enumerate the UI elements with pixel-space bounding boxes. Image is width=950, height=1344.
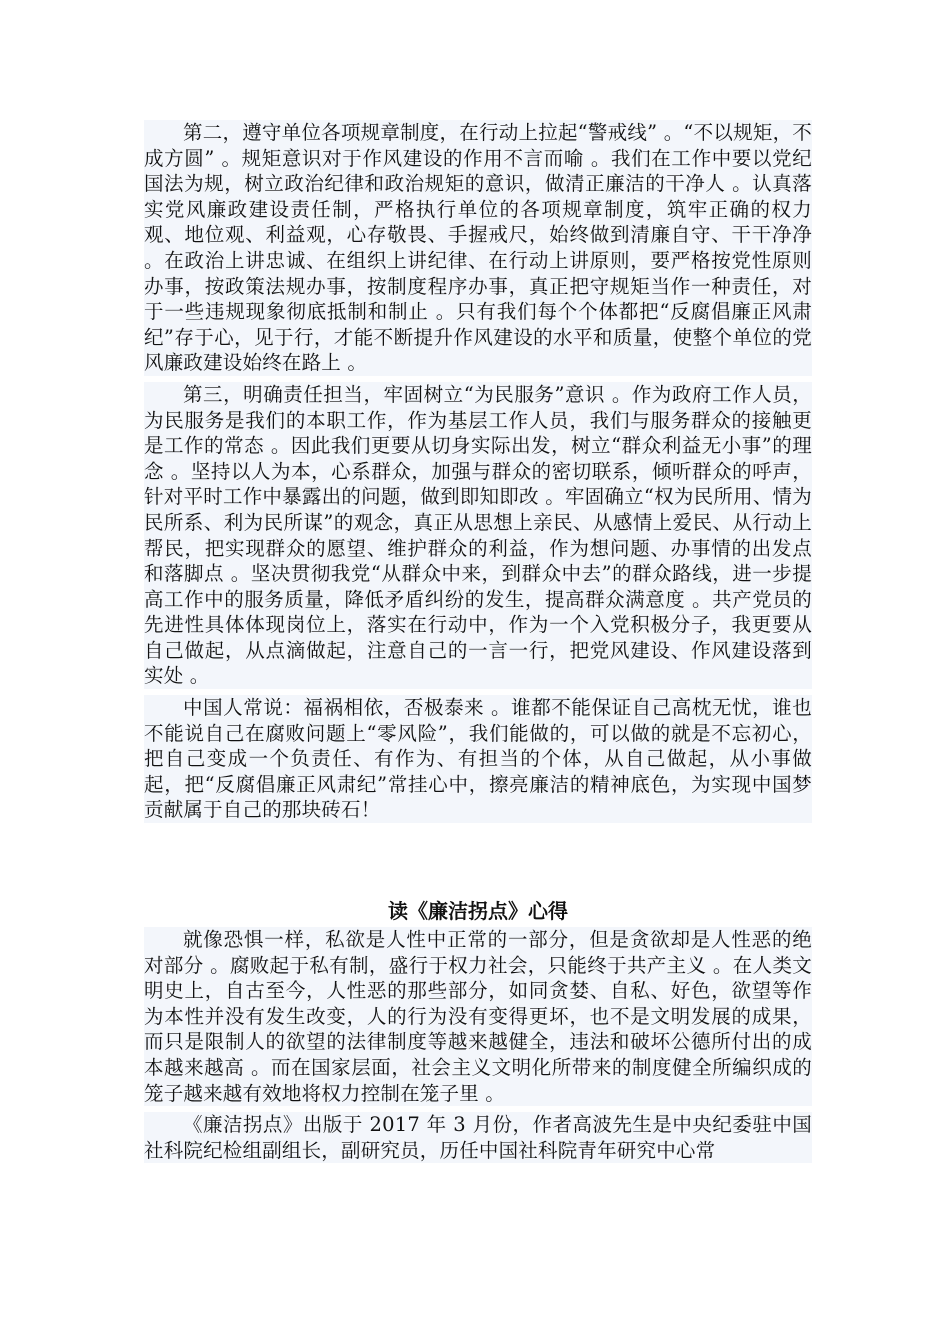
document-body xyxy=(144,120,812,1163)
section-spacer xyxy=(144,823,812,897)
paragraph-book-intro: 《廉洁拐点》出版于 2017 年 3 月份，作者高波先生是中央纪委驻中国社科院纪检组副组长，副研究员，历任中国社科院青年研究中心常 xyxy=(144,1113,812,1162)
paragraph-service: 第三，明确责任担当，牢固树立“为民服务”意识 。作为政府工作人员，为民服务是我们的本职工作，作为基层工作人员，我们与服务群众的接触更是工作的常态 。因此我们更要从切身实际出发，树立“群众利益无小事”的理念 。坚持以人为本，心系群众，加强与群众的密切联系，倾听群众的呼声，针对平时工作中暴露出的问题，做到即知即改 。牢固确立“权为民所用、情为民所系、利为民所谋”的观念，真正从思想上亲民、从感情上爱民、从行动上帮民，把实现群众的愿望、维护群众的利益，作为想问题、办事情的出发点和落脚点 。坚决贯彻我党“从群众中来，到群众中去”的群众路线，进一步提高工作中的服务质量，降低矛盾纠纷的发生，提高群众满意度 。共产党员的先进性具体体现岗位上，落实在行动中，作为一个入党积极分子，我更要从自己做起，从点滴做起，注意自己的一言一行，把党风建设、作风建设落到实处 。 xyxy=(144,382,812,688)
paragraph-greed: 就像恐惧一样，私欲是人性中正常的一部分，但是贪欲却是人性恶的绝对部分 。腐败起于私有制，盛行于权力社会，只能终于共产主义 。在人类文明史上，自古至今，人性恶的那些部分，如同贪婪、自私、好色，欲望等作为本性并没有发生改变，人的行为没有变得更坏，也不是文明发展的成果，而只是限制人的欲望的法律制度等越来越健全，违法和破坏公德所付出的成本越来越高 。而在国家层面，社会主义文明化所带来的制度健全所编织成的笼子越来越有效地将权力控制在笼子里 。 xyxy=(144,928,812,1105)
paragraph-rules: 第二，遵守单位各项规章制度，在行动上拉起“警戒线” 。“不以规矩，不成方圆” 。规矩意识对于作风建设的作用不言而喻 。我们在工作中要以党纪国法为规，树立政治纪律和政治规矩的意识，做清正廉洁的干净人 。认真落实党风廉政建设责任制，严格执行单位的各项规章制度，筑牢正确的权力观、地位观、利益观，心存敬畏、手握戒尺，始终做到清廉自守、干干净净 。在政治上讲忠诚、在组织上讲纪律、在行动上讲原则，要严格按党性原则办事，按政策法规办事，按制度程序办事，真正把守规矩当作一种责任，对于一些违规现象彻底抵制和制止 。只有我们每个个体都把“反腐倡廉正风肃纪”存于心，见于行，才能不断提升作风建设的水平和质量，使整个单位的党风廉政建设始终在路上 。 xyxy=(144,121,812,375)
paragraph-conclusion: 中国人常说：福祸相依，否极泰来 。谁都不能保证自己高枕无忧，谁也不能说自己在腐败问题上“零风险”，我们能做的，可以做的就是不忘初心，把自己变成一个负责任、有作为、有担当的个体，从自己做起，从小事做起，把“反腐倡廉正风肃纪”常挂心中，擦亮廉洁的精神底色，为实现中国梦贡献属于自己的那块砖石！ xyxy=(144,696,812,822)
section-title: 读《廉洁拐点》心得 xyxy=(388,899,568,924)
